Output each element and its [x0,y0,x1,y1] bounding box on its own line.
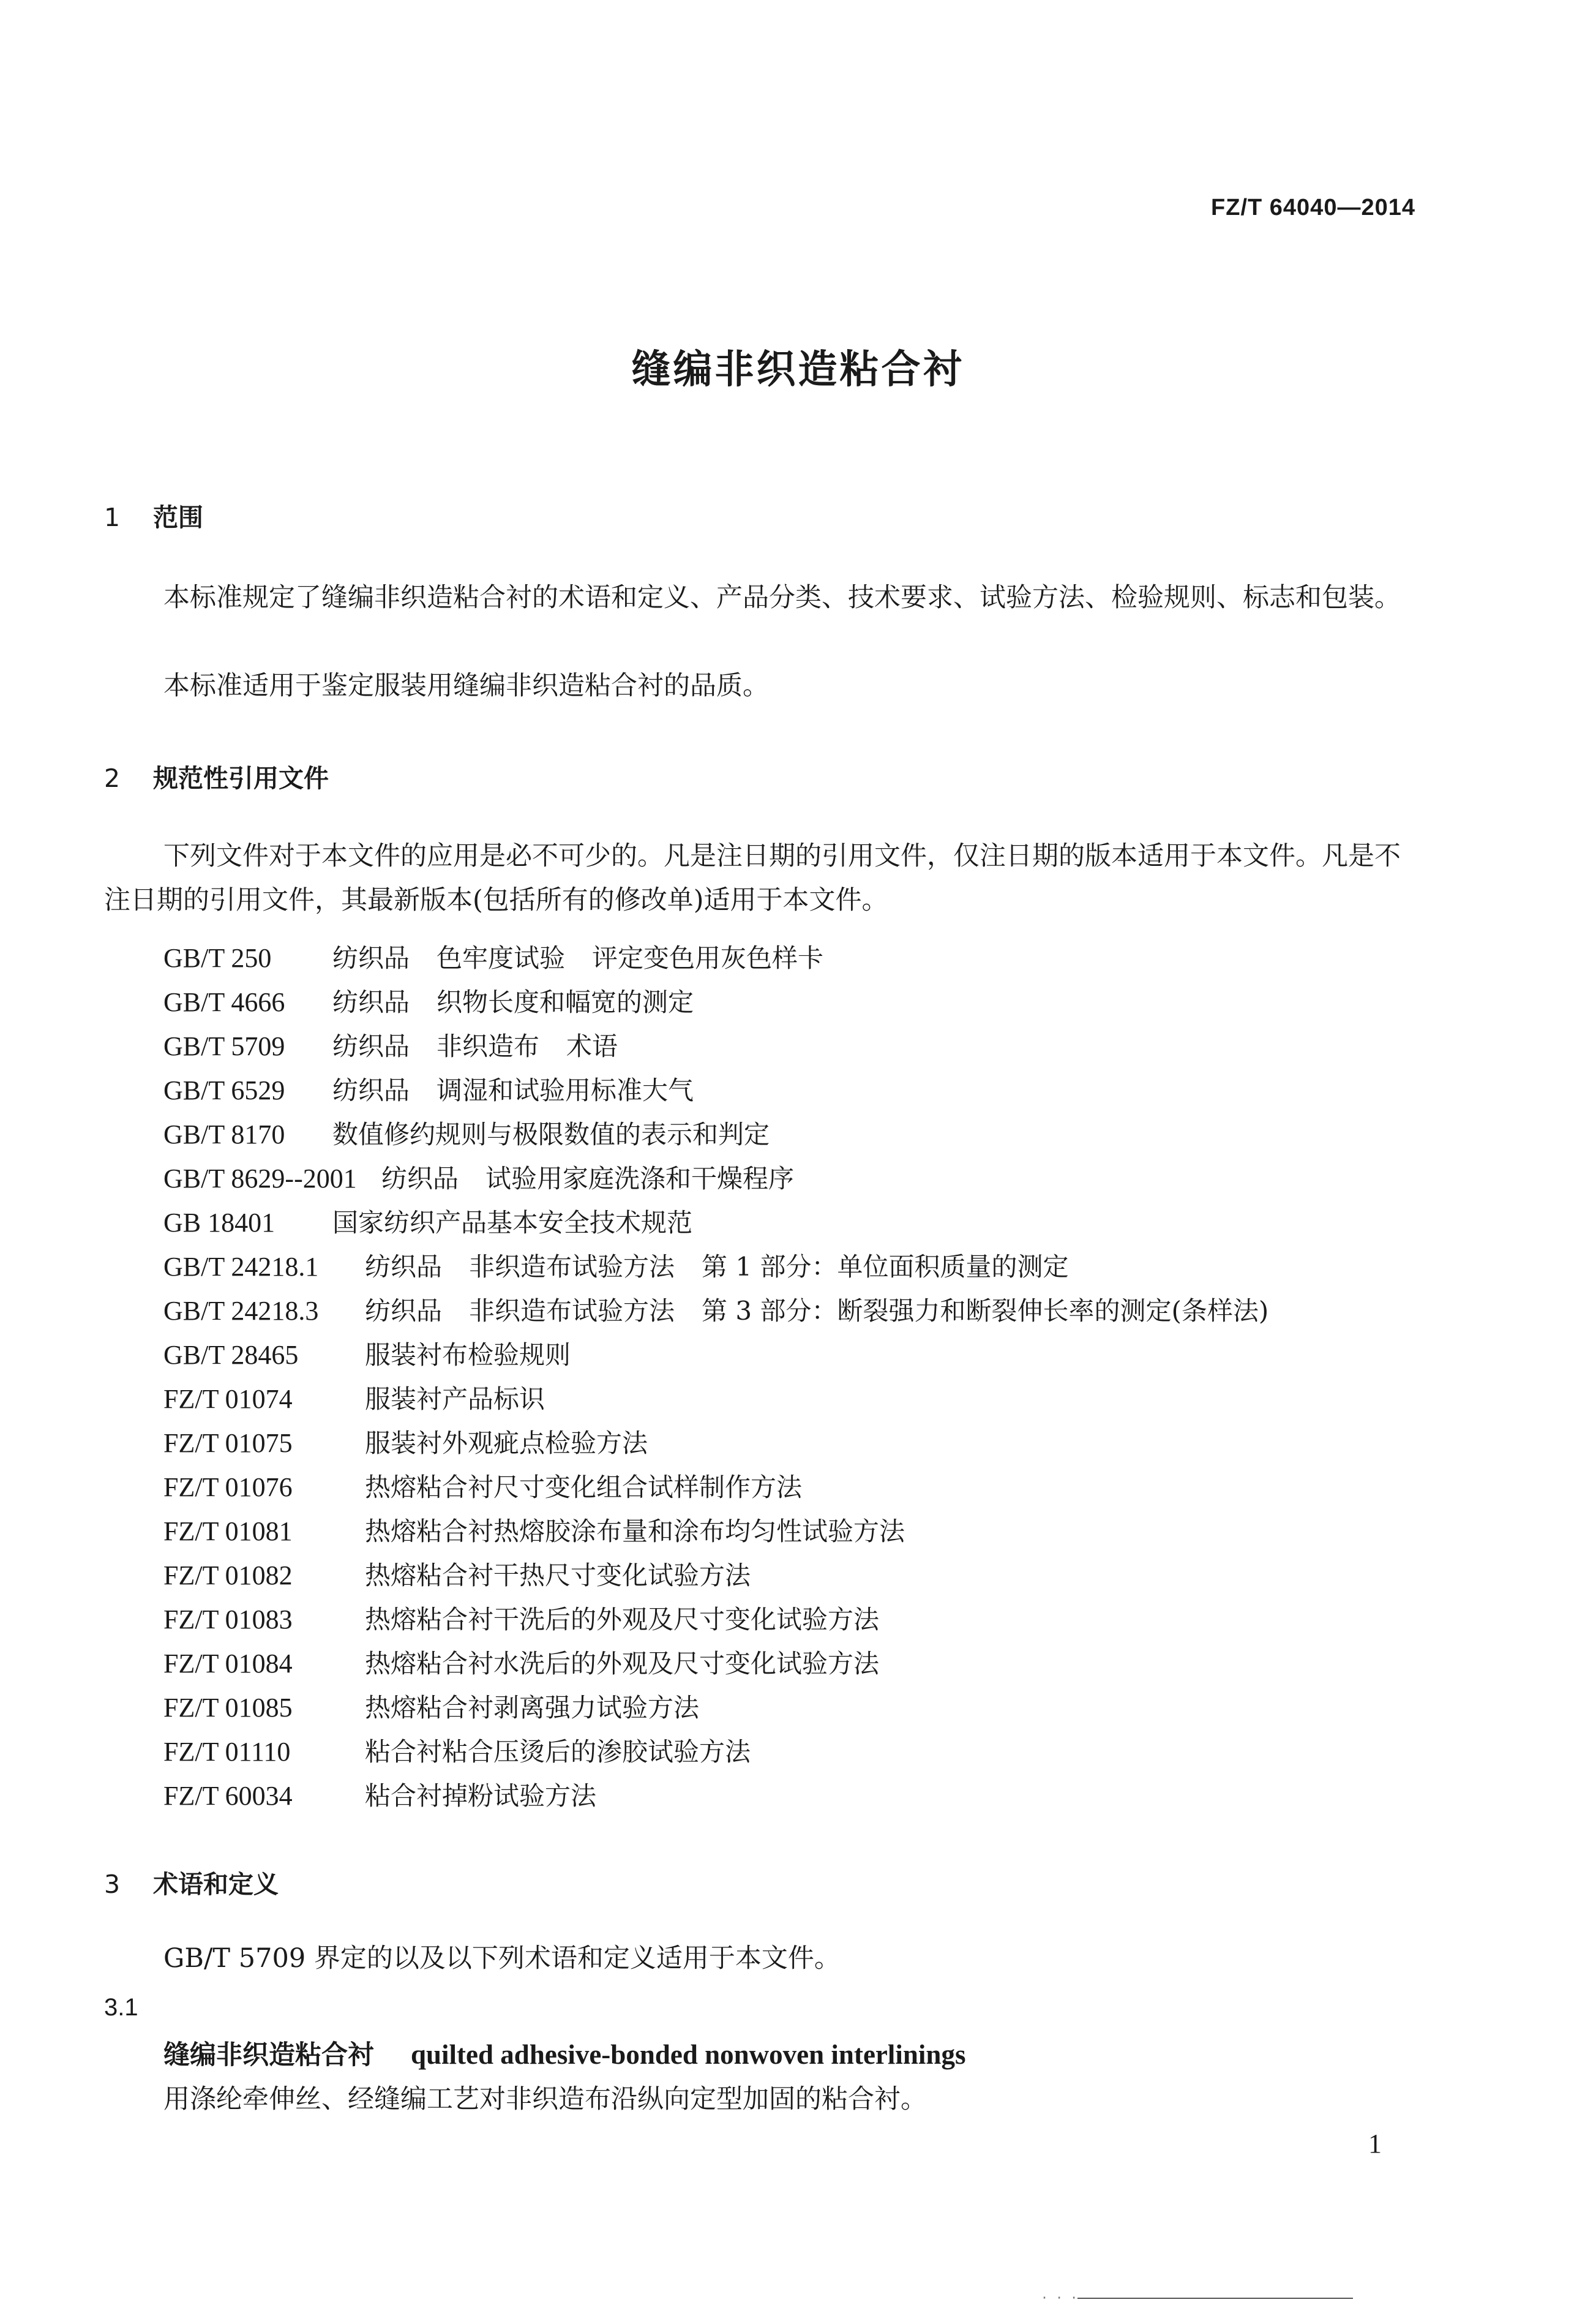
reference-text: 热熔粘合衬干洗后的外观及尺寸变化试验方法 [365,1604,880,1634]
reference-item [163,1115,770,1151]
reference-code: GB/T 8170 [163,1119,285,1149]
reference-code: FZ/T 01085 [163,1693,293,1723]
reference-code: FZ/T 01083 [163,1604,293,1634]
footer-dots: · · · [1041,2290,1078,2305]
reference-item [163,938,823,975]
reference-code: GB 18401 [163,1208,275,1238]
reference-text: 热熔粘合衬水洗后的外观及尺寸变化试验方法 [365,1649,880,1679]
reference-text: 非织造布 [436,1031,540,1061]
reference-code: GB/T 6529 [163,1075,285,1105]
reference-code: FZ/T 01084 [163,1649,293,1679]
reference-code: FZ/T 01082 [163,1560,293,1590]
scope-paragraph-1: 本标准规定了缝编非织造粘合衬的术语和定义、产品分类、技术要求、试验方法、检验规则、标志和包装。 [163,582,1401,613]
reference-text: 粘合衬粘合压烫后的渗胶试验方法 [365,1737,751,1767]
reference-item [163,1423,648,1460]
reference-text: 评定变色用灰色样卡 [592,943,824,973]
reference-code: FZ/T 01110 [163,1737,291,1767]
reference-text: 数值修约规则与极限数值的表示和判定 [332,1119,770,1149]
reference-code: FZ/T 01075 [163,1428,293,1458]
term-chinese: 缝编非织造粘合衬 [163,2040,374,2070]
reference-text: 热熔粘合衬剥离强力试验方法 [365,1693,700,1723]
reference-text: 非织造布试验方法 [469,1296,675,1326]
reference-text: 调湿和试验用标准大气 [436,1075,694,1105]
reference-code: GB/T 24218.1 [163,1252,319,1282]
reference-code: GB/T 5709 [163,1031,285,1061]
reference-item [163,1555,751,1592]
clause-number: 3.1 [104,1994,138,2021]
reference-text: 纺织品 [332,987,410,1017]
reference-code: GB/T 4666 [163,987,285,1017]
page-number: 1 [1368,2129,1382,2159]
standard-code: FZ/T 64040—2014 [1211,195,1415,220]
reference-text: 热熔粘合衬热熔胶涂布量和涂布均匀性试验方法 [365,1516,905,1546]
reference-text: 热熔粘合衬尺寸变化组合试样制作方法 [365,1472,803,1502]
reference-text: 服装衬布检验规则 [365,1340,571,1370]
reference-item [163,1070,694,1107]
section-title: 规范性引用文件 [153,764,329,793]
reference-item [163,982,694,1019]
reference-text: 纺织品 [365,1252,443,1282]
footer-rule [1077,2298,1353,2299]
reference-text: 第 3 部分：断裂强力和断裂伸长率的测定(条样法) [702,1296,1269,1326]
reference-code: GB/T 8629--2001 [163,1164,357,1194]
term-english: quilted adhesive-bonded nonwoven interlinings [411,2039,966,2070]
reference-item [163,1247,1068,1284]
reference-code: FZ/T 01076 [163,1472,293,1502]
reference-text: 术语 [566,1031,618,1061]
reference-item [163,1776,596,1813]
reference-text: 粘合衬掉粉试验方法 [365,1781,597,1811]
term-definition: 用涤纶牵伸丝、经缝编工艺对非织造布沿纵向定型加固的粘合衬。 [163,2084,927,2115]
term-entry [163,2034,965,2072]
reference-item [163,1732,751,1769]
reference-text: 国家纺织产品基本安全技术规范 [332,1208,693,1238]
section-number: 3 [104,1870,121,1899]
reference-text: 非织造布试验方法 [469,1252,675,1282]
reference-text: 服装衬产品标识 [365,1384,545,1414]
reference-item [163,1203,692,1239]
scope-paragraph-2: 本标准适用于鉴定服装用缝编非织造粘合衬的品质。 [163,671,769,701]
section-heading-scope [104,497,203,533]
reference-text: 服装衬外观疵点检验方法 [365,1428,648,1458]
reference-item [163,1688,699,1724]
reference-text: 织物长度和幅宽的测定 [436,987,694,1017]
document-title: 缝编非织造粘合衬 [631,347,965,393]
reference-text: 纺织品 [332,1075,410,1105]
section-title: 术语和定义 [153,1870,279,1899]
reference-text: 试验用家庭洗涤和干燥程序 [485,1164,795,1194]
reference-text: 纺织品 [332,943,410,973]
section-title: 范围 [153,503,203,532]
reference-item [163,1467,802,1504]
reference-code: GB/T 24218.3 [163,1296,319,1326]
reference-code: GB/T 28465 [163,1340,299,1370]
reference-text: 纺织品 [332,1031,410,1061]
reference-code: FZ/T 01081 [163,1516,293,1546]
reference-text: 色牢度试验 [436,943,566,973]
reference-item [163,1511,905,1548]
reference-text: 纺织品 [365,1296,443,1326]
reference-item [163,1379,545,1416]
reference-code: FZ/T 01074 [163,1384,293,1414]
reference-item [163,1644,879,1680]
reference-item [163,1159,794,1195]
reference-text: 纺织品 [381,1164,459,1194]
reference-text: 热熔粘合衬干热尺寸变化试验方法 [365,1560,751,1590]
reference-item [163,1026,618,1063]
reference-item [163,1600,879,1636]
terms-intro: GB/T 5709 界定的以及以下列术语和定义适用于本文件。 [163,1943,841,1974]
section-heading-references [104,758,329,794]
reference-code: FZ/T 60034 [163,1781,293,1811]
section-heading-terms [104,1864,279,1900]
reference-text: 第 1 部分：单位面积质量的测定 [702,1252,1069,1282]
section-number: 1 [104,503,121,532]
reference-item [163,1335,571,1372]
reference-code: GB/T 250 [163,943,272,973]
section-number: 2 [104,764,121,793]
references-intro: 下列文件对于本文件的应用是必不可少的。凡是注日期的引用文件，仅注日期的版本适用于本文件。凡是不注日期的引用文件，其最新版本(包括所有的修改单)适用于本文件。 [104,841,1401,916]
reference-item [163,1291,1268,1328]
